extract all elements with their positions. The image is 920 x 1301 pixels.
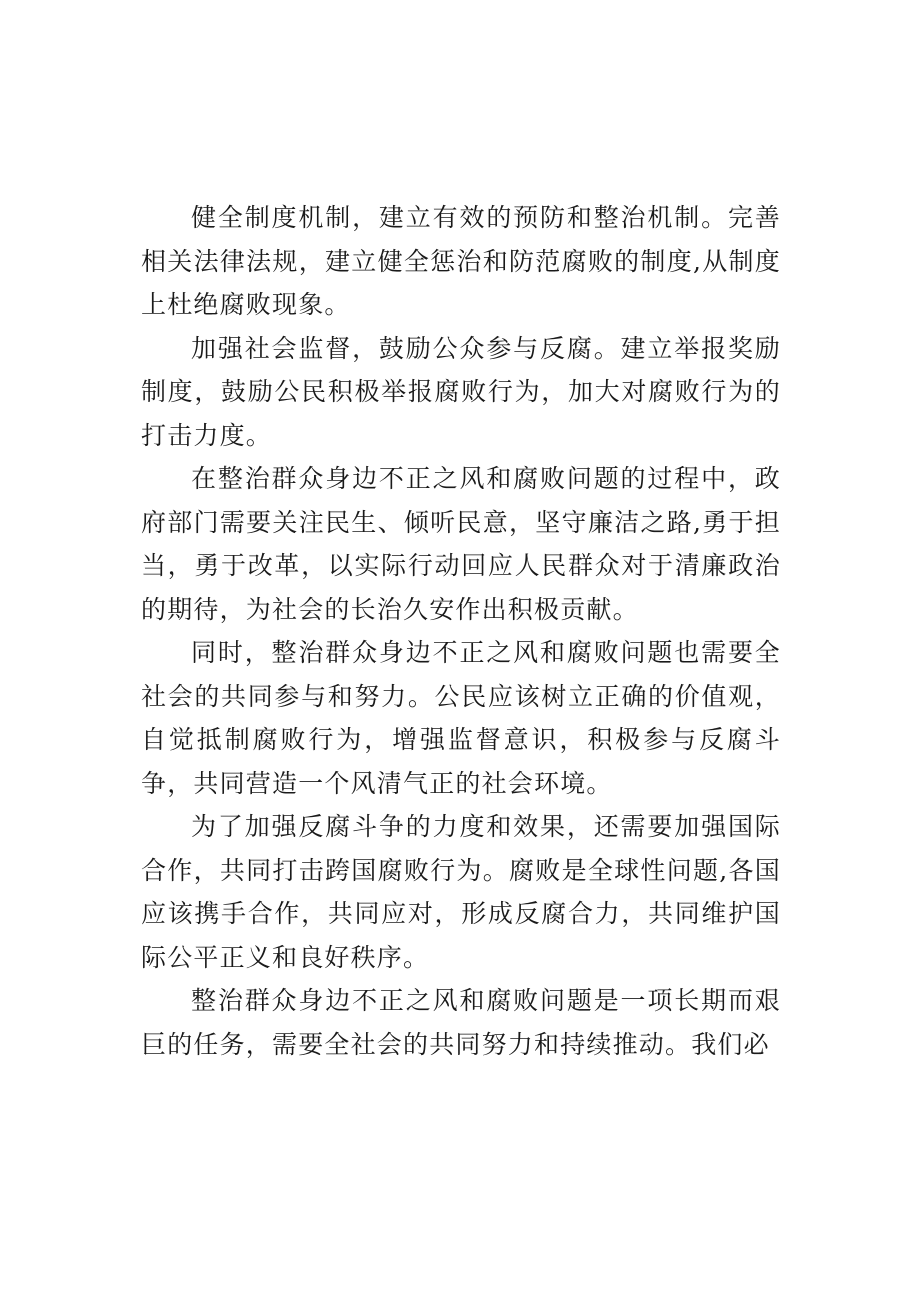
document-body	[141, 196, 781, 1066]
paragraph-government-role: 在整治群众身边不正之风和腐败问题的过程中，政府部门需要关注民生、倾听民意，坚守廉洁之路,勇于担当，勇于改革，以实际行动回应人民群众对于清廉政治的期待，为社会的长治久安作出积极贡献。	[141, 464, 781, 624]
paragraph-social-supervision: 加强社会监督，鼓励公众参与反腐。建立举报奖励制度，鼓励公民积极举报腐败行为，加大对腐败行为的打击力度。	[141, 333, 781, 450]
paragraph-long-term-task: 整治群众身边不正之风和腐败问题是一项长期而艰巨的任务，需要全社会的共同努力和持续推动。我们必	[141, 986, 781, 1059]
paragraph-public-participation: 同时，整治群众身边不正之风和腐败问题也需要全社会的共同参与和努力。公民应该树立正确的价值观，自觉抵制腐败行为，增强监督意识，积极参与反腐斗争，共同营造一个风清气正的社会环境。	[141, 638, 781, 798]
paragraph-institutional-mechanisms: 健全制度机制，建立有效的预防和整治机制。完善相关法律法规，建立健全惩治和防范腐败的制度,从制度上杜绝腐败现象。	[141, 203, 781, 319]
paragraph-international-cooperation: 为了加强反腐斗争的力度和效果，还需要加强国际合作，共同打击跨国腐败行为。腐败是全球性问题,各国应该携手合作，共同应对，形成反腐合力，共同维护国际公平正义和良好秩序。	[141, 812, 781, 972]
